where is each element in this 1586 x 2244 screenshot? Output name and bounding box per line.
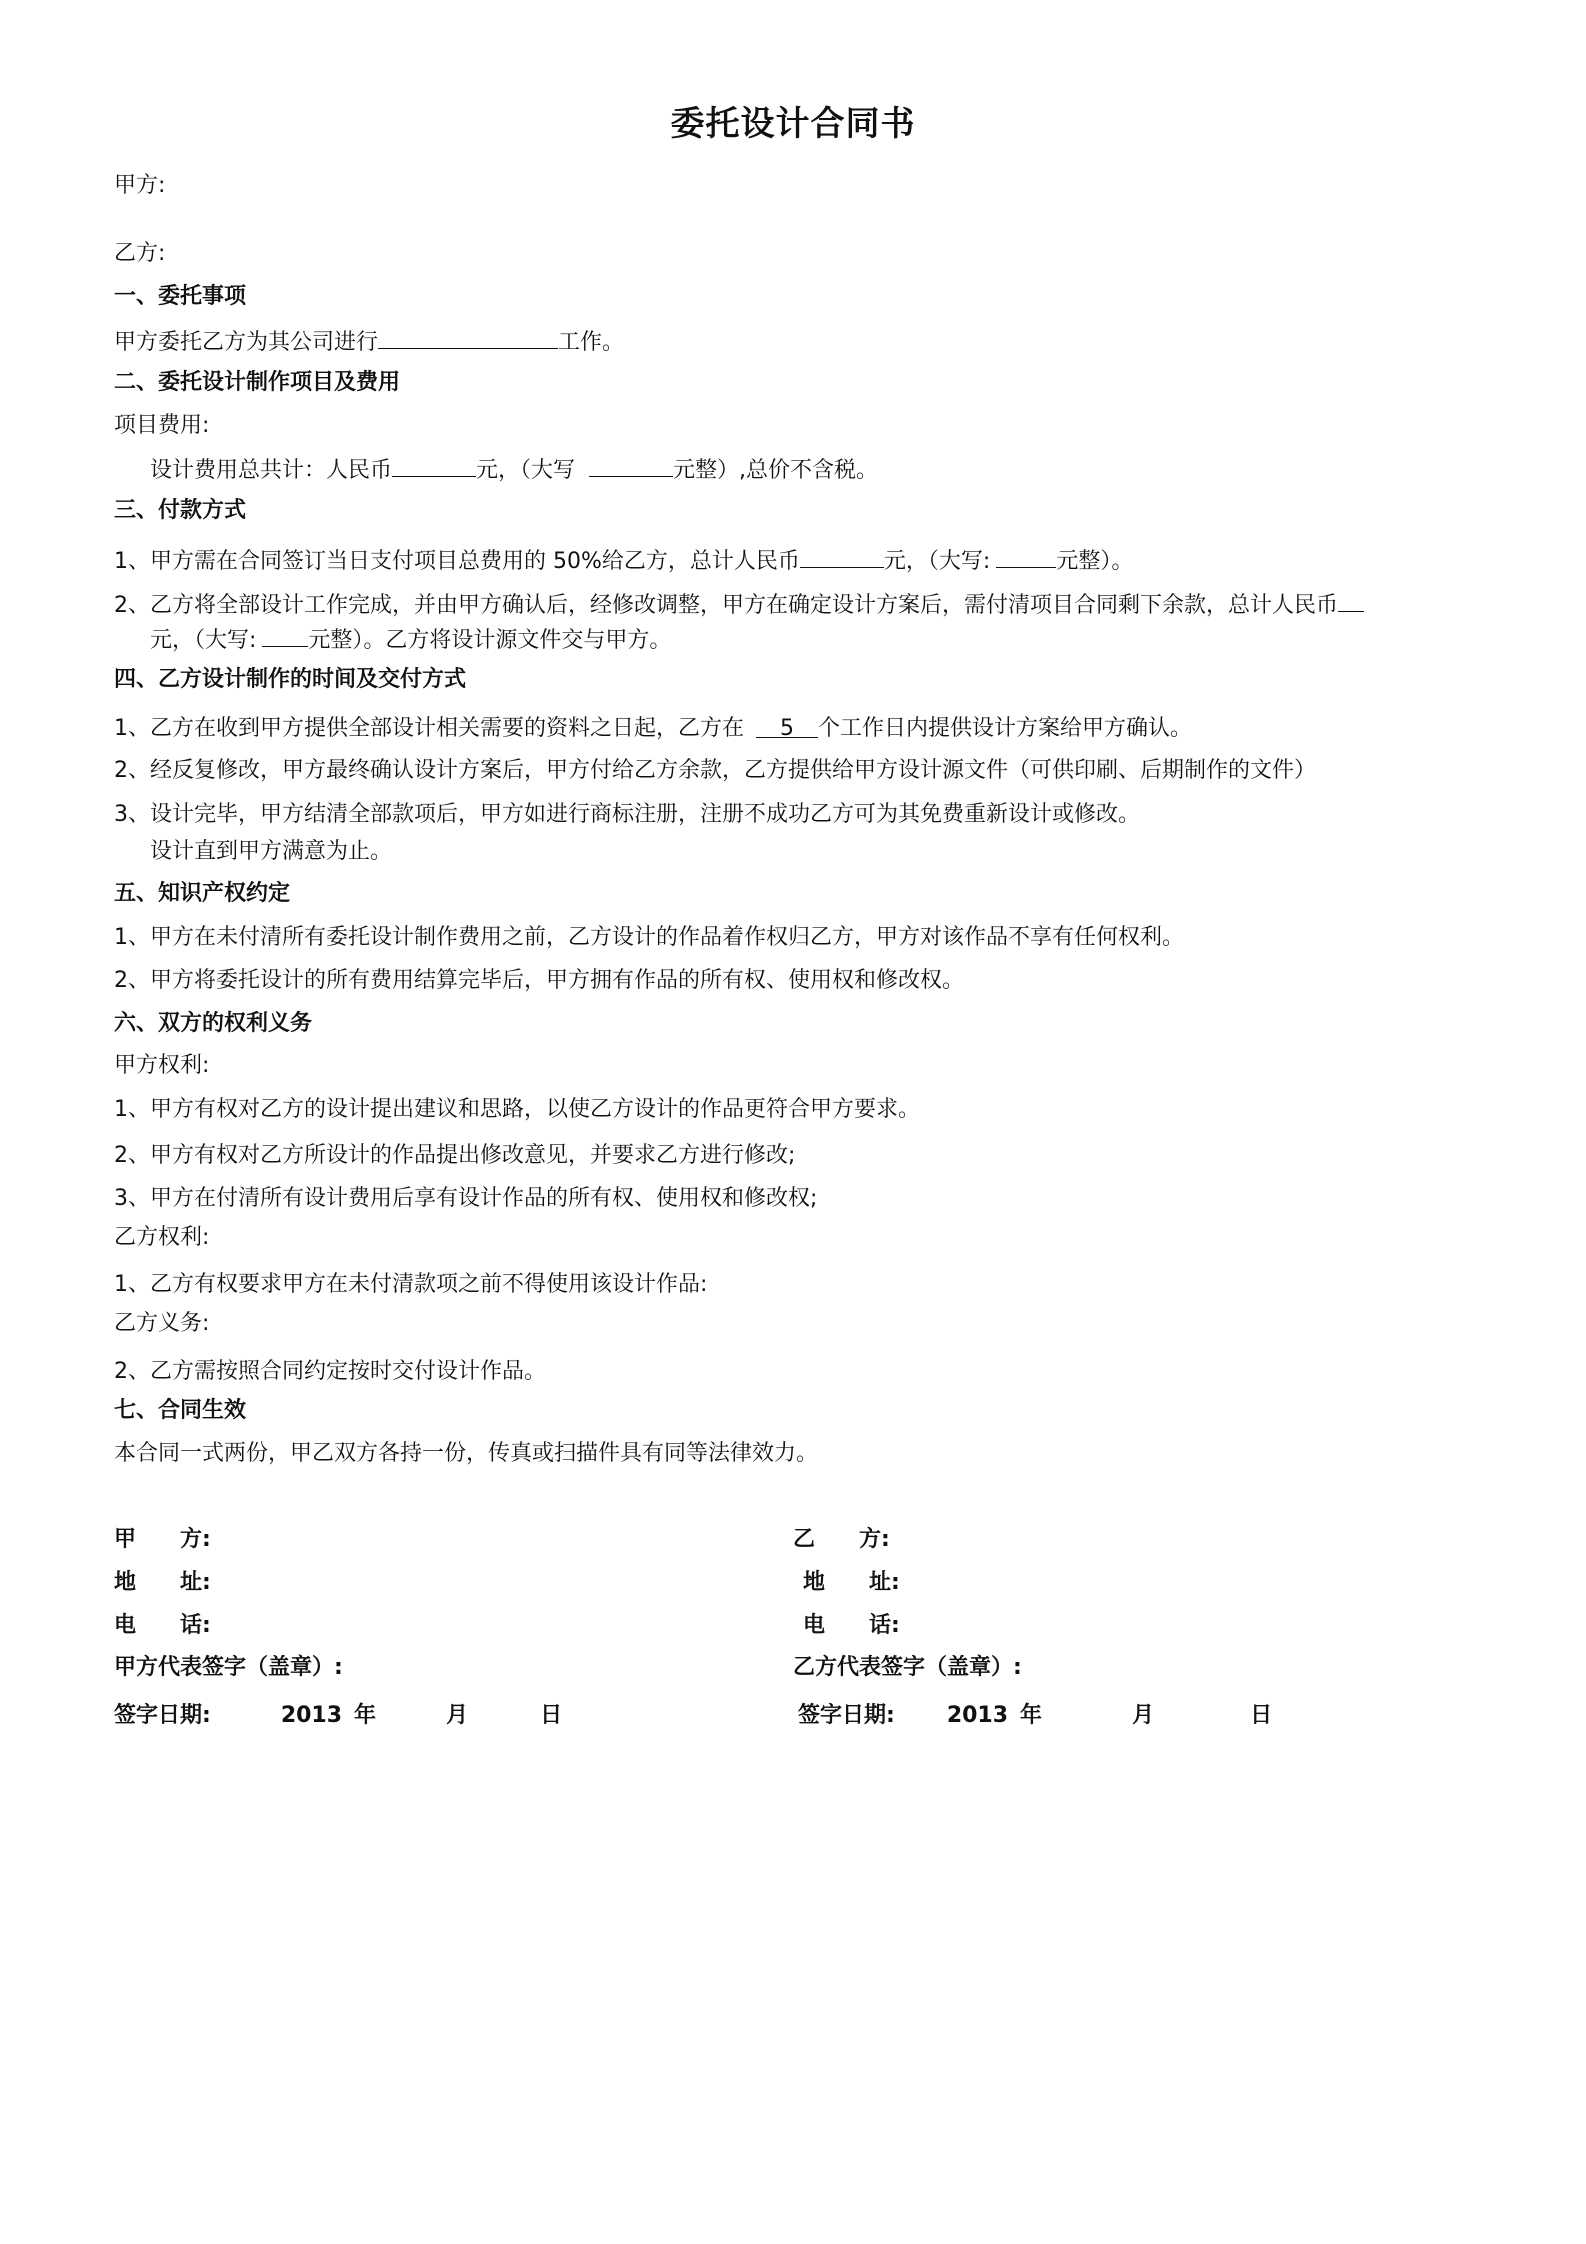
- party-a-right-1: 1、甲方有权对乙方的设计提出建议和思路，以使乙方设计的作品更符合甲方要求。: [114, 1097, 920, 1122]
- pay2-line1: 2、乙方将全部设计工作完成，并由甲方确认后，经修改调整，甲方在确定设计方案后，需付清项目合同剩下余款，总计人民币: [114, 593, 1339, 618]
- sig-b-phone: [803, 1610, 900, 1642]
- section-7-heading: 七、合同生效: [114, 1398, 247, 1423]
- sig-b-addr-c1: 地: [803, 1570, 826, 1595]
- sig-a-phone: [114, 1610, 211, 1642]
- sig-b-addr-c2: 址:: [869, 1570, 900, 1595]
- workdays-value: 5: [756, 713, 818, 738]
- sig-b-party-c2: 方:: [859, 1527, 890, 1552]
- total-post: 元整）,总价不含税。: [673, 458, 879, 483]
- rmb-amount-blank: [392, 452, 476, 477]
- sig-b-month-unit: 月: [1132, 1703, 1155, 1728]
- effect-clause: 本合同一式两份，甲乙双方各持一份，传真或扫描件具有同等法律效力。: [114, 1441, 819, 1466]
- section-1-line: [114, 324, 624, 359]
- sig-a-tel-c2: 话:: [180, 1613, 211, 1638]
- sig-a-tel-c1: 电: [114, 1613, 137, 1638]
- sig-b-tel-c2: 话:: [869, 1613, 900, 1638]
- total-mid: 元，（大写: [476, 458, 576, 483]
- del1-pre: 1、乙方在收到甲方提供全部设计相关需要的资料之日起，乙方在: [114, 716, 744, 741]
- sig-b-representative: 乙方代表签字（盖章）:: [793, 1655, 1022, 1680]
- sig-a-month-unit: 月: [446, 1703, 469, 1728]
- section-4-heading: 四、乙方设计制作的时间及交付方式: [114, 667, 467, 692]
- party-b-duties-label: 乙方义务:: [114, 1311, 210, 1336]
- delivery-item-2: 2、经反复修改，甲方最终确认设计方案后，甲方付给乙方余款，乙方提供给甲方设计源文件（可供印刷、后期制作的文件）: [114, 758, 1317, 783]
- sig-a-party: [114, 1524, 211, 1556]
- pay1-post: 元整）。: [1056, 549, 1134, 574]
- sig-b-address: [803, 1567, 900, 1599]
- sig-a-year: 2013: [280, 1703, 343, 1728]
- party-b-duty-2: 2、乙方需按照合同约定按时交付设计作品。: [114, 1359, 546, 1384]
- sig-a-party-c1: 甲: [114, 1527, 137, 1552]
- pay1-amount-blank: [800, 543, 884, 568]
- party-a-right-3: 3、甲方在付清所有设计费用后享有设计作品的所有权、使用权和修改权;: [114, 1186, 818, 1211]
- party-b-rights-label: 乙方权利:: [114, 1225, 210, 1250]
- payment-item-2-cont: [150, 622, 671, 657]
- del1-post: 个工作日内提供设计方案给甲方确认。: [818, 716, 1193, 741]
- uppercase-amount-blank: [589, 452, 673, 477]
- sig-a-day-unit: 日: [540, 1703, 563, 1728]
- sig-b-year-unit: 年: [1020, 1703, 1043, 1728]
- sig-a-year-unit: 年: [354, 1703, 377, 1728]
- section-3-heading: 三、付款方式: [114, 498, 247, 523]
- sig-b-year: 2013: [946, 1703, 1009, 1728]
- pay1-mid: 元，（大写:: [883, 549, 991, 574]
- design-cost-total: [150, 452, 878, 487]
- payment-item-1: [114, 543, 1133, 578]
- sig-b-party: [793, 1524, 890, 1556]
- party-a-label: 甲方:: [114, 173, 166, 198]
- sig-a-date-label: 签字日期:: [114, 1703, 211, 1728]
- s1-line-post: 工作。: [558, 330, 625, 355]
- cost-label: 项目费用:: [114, 413, 210, 438]
- ip-item-2: 2、甲方将委托设计的所有费用结算完毕后，甲方拥有作品的所有权、使用权和修改权。: [114, 968, 964, 993]
- total-pre: 设计费用总共计：人民币: [150, 458, 393, 483]
- pay1-uppercase-blank: [996, 543, 1056, 568]
- pay2-amount-blank: [1338, 587, 1364, 612]
- pay2-uppercase-blank: [262, 622, 308, 647]
- payment-item-2: [114, 587, 1364, 622]
- sig-b-date-label: 签字日期:: [798, 1703, 895, 1728]
- sig-b-tel-c1: 电: [803, 1613, 826, 1638]
- sig-a-address: [114, 1567, 211, 1599]
- s1-line-pre: 甲方委托乙方为其公司进行: [114, 330, 379, 355]
- section-1-heading: 一、委托事项: [114, 284, 247, 309]
- section-6-heading: 六、双方的权利义务: [114, 1011, 313, 1036]
- sig-a-addr-c1: 地: [114, 1570, 137, 1595]
- sig-b-day-unit: 日: [1250, 1703, 1273, 1728]
- pay2-l2-pre: 元，（大写:: [150, 628, 257, 653]
- delivery-item-3-cont: 设计直到甲方满意为止。: [150, 839, 393, 864]
- pay2-l2-post: 元整）。乙方将设计源文件交与甲方。: [308, 628, 672, 653]
- party-a-right-2: 2、甲方有权对乙方所设计的作品提出修改意见，并要求乙方进行修改;: [114, 1143, 796, 1168]
- party-a-rights-label: 甲方权利:: [114, 1053, 210, 1078]
- document-title: 委托设计合同书: [670, 104, 916, 144]
- sig-a-addr-c2: 址:: [180, 1570, 211, 1595]
- delivery-item-3: 3、设计完毕，甲方结清全部款项后，甲方如进行商标注册，注册不成功乙方可为其免费重新设计或修改。: [114, 802, 1141, 827]
- sig-a-party-c2: 方:: [180, 1527, 211, 1552]
- sig-a-date: [114, 1700, 562, 1732]
- party-b-right-1: 1、乙方有权要求甲方在未付清款项之前不得使用该设计作品:: [114, 1272, 708, 1297]
- pay1-pre: 1、甲方需在合同签订当日支付项目总费用的 50%给乙方，总计人民币: [114, 549, 800, 574]
- sig-b-party-c1: 乙: [793, 1527, 816, 1552]
- delivery-item-1: [114, 713, 1192, 745]
- sig-a-representative: 甲方代表签字（盖章）:: [114, 1655, 343, 1680]
- ip-item-1: 1、甲方在未付清所有委托设计制作费用之前，乙方设计的作品着作权归乙方，甲方对该作品不享有任何权利。: [114, 925, 1185, 950]
- section-5-heading: 五、知识产权约定: [114, 881, 291, 906]
- section-2-heading: 二、委托设计制作项目及费用: [114, 370, 401, 395]
- party-b-label: 乙方:: [114, 241, 166, 266]
- sig-b-date: [798, 1700, 1272, 1732]
- work-blank: [378, 324, 558, 349]
